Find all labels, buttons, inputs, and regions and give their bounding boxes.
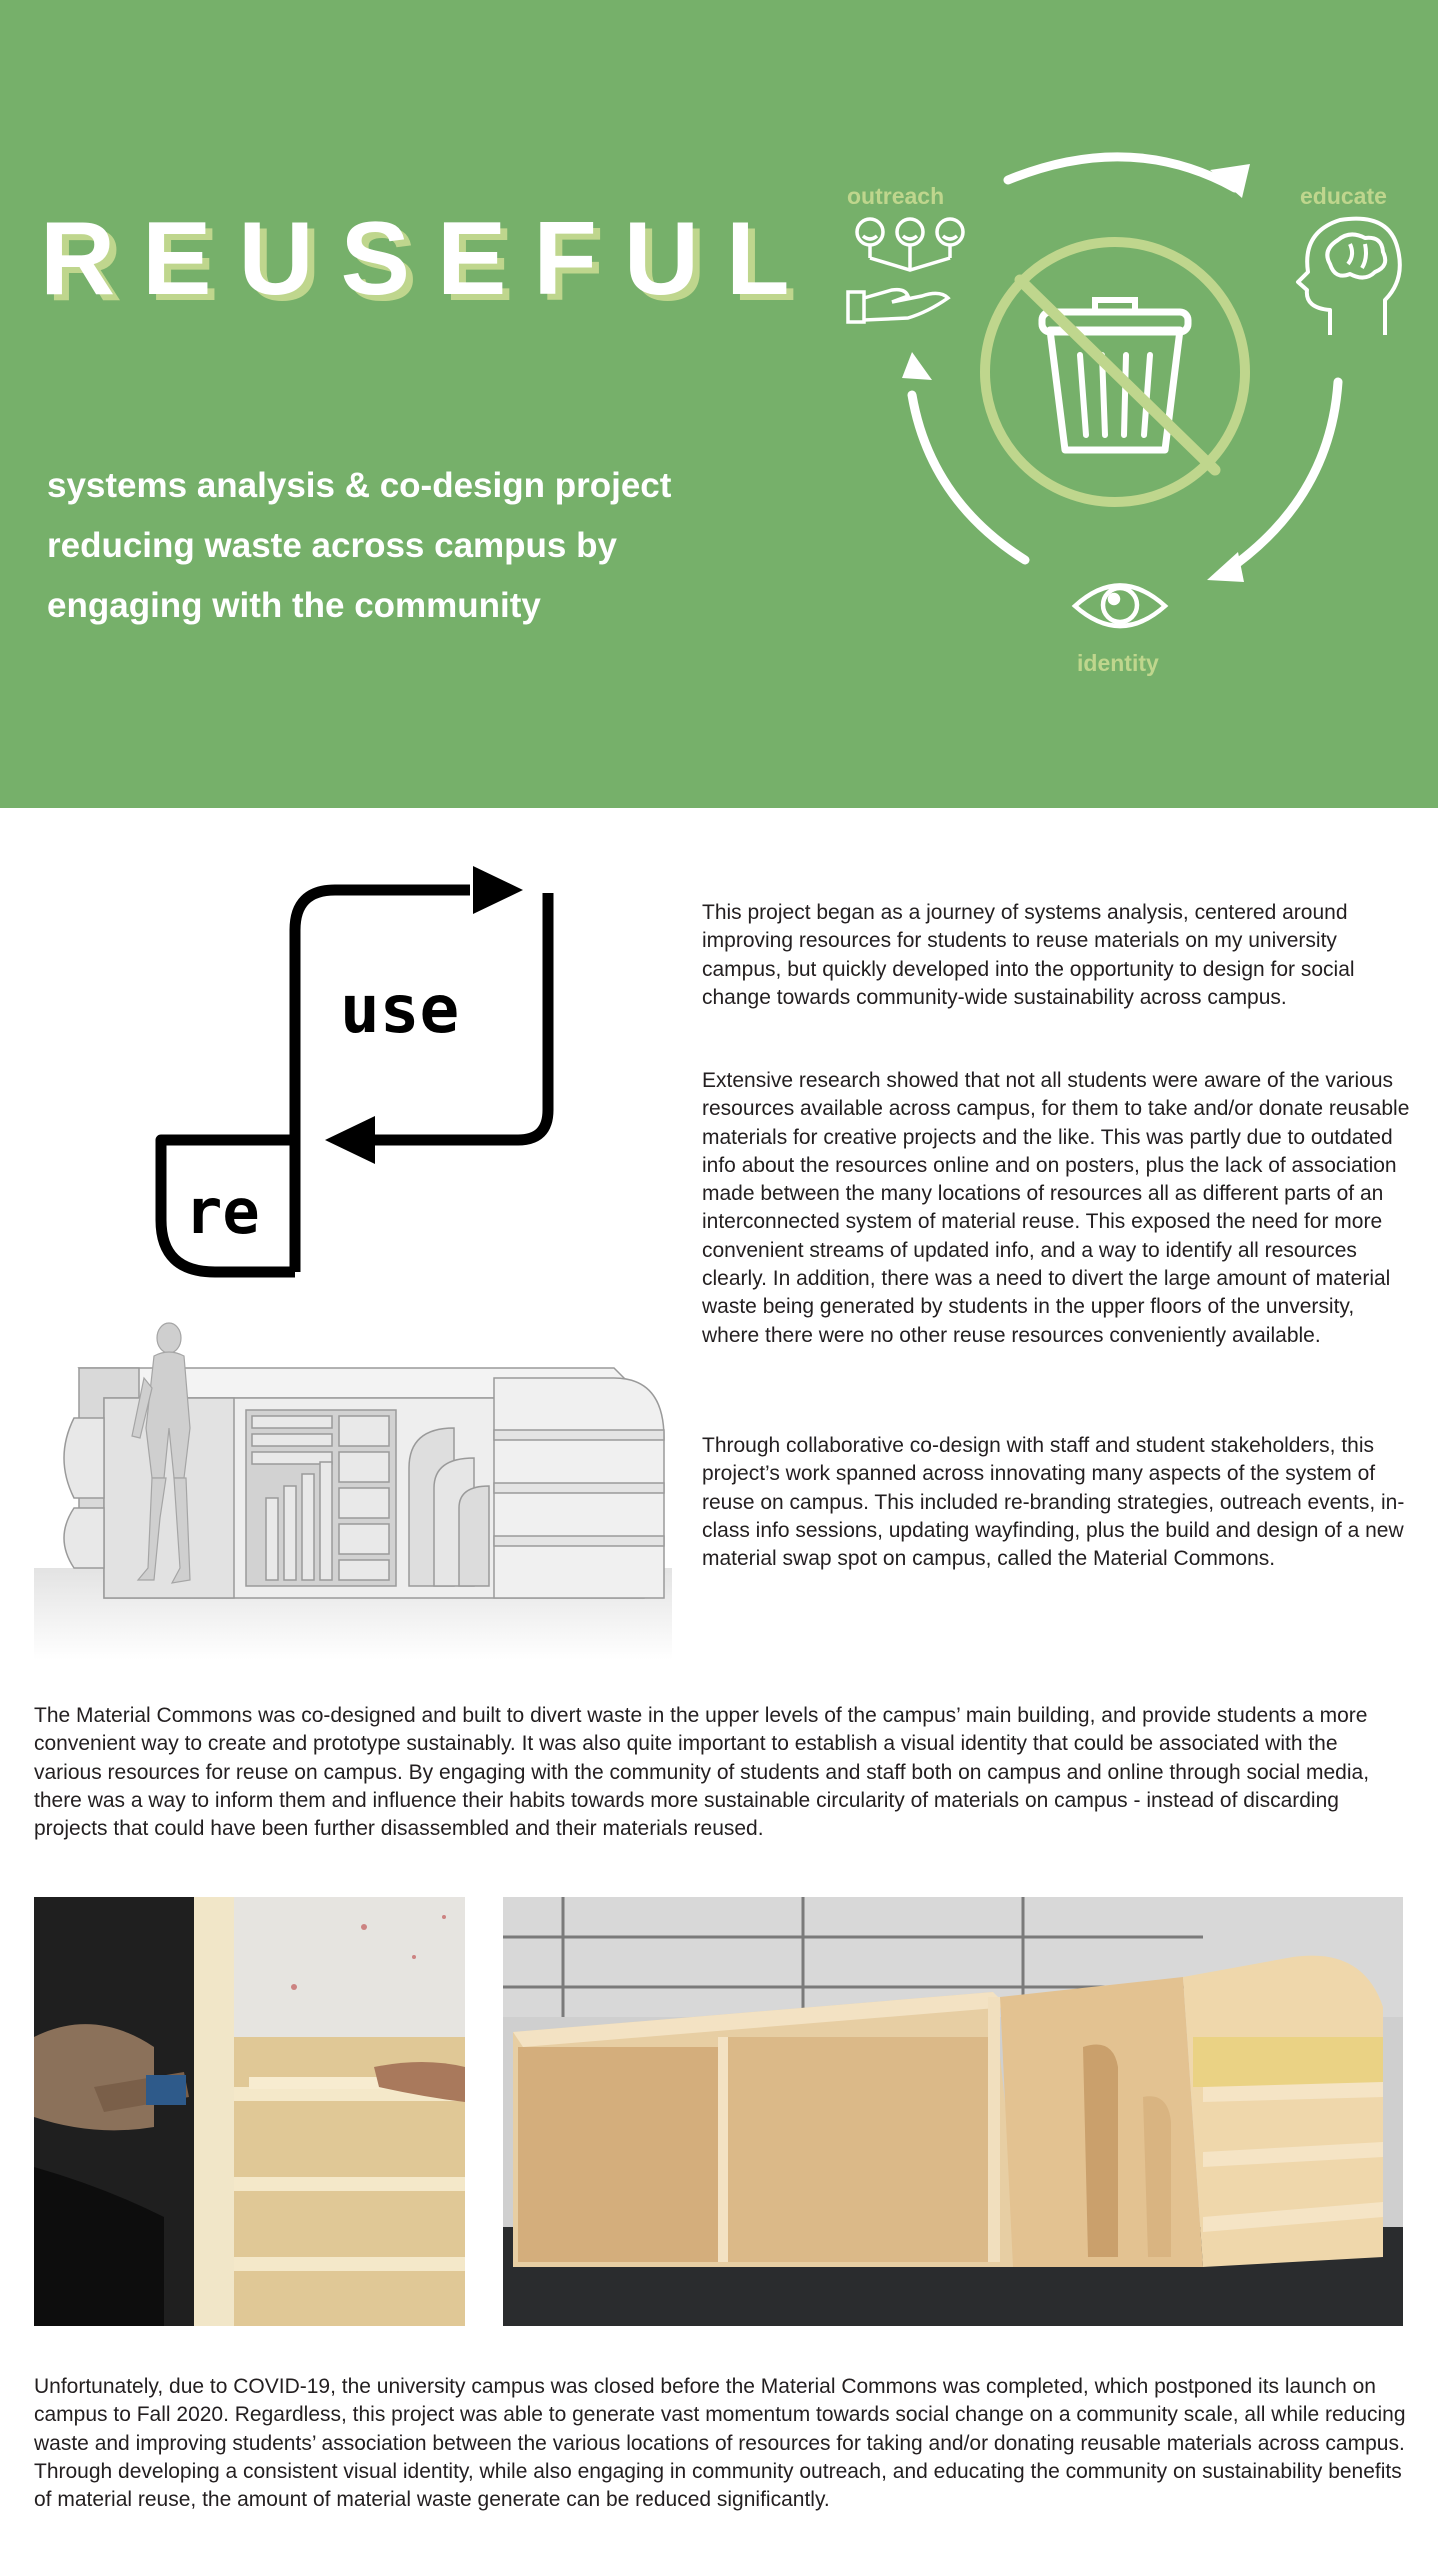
logo-word-use: use [340,971,460,1048]
arrow-outreach-to-educate [1008,157,1235,188]
arrow-head-icon [473,866,523,914]
arrow-head-icon [902,352,932,380]
codesign-paragraph: Through collaborative co-design with staff and student stakeholders, this project’s work spanned across innovating many aspects of the system of reuse on campus. This included re-branding strategies, outreach events, in-class info sessions, updating wayfinding, plus the build and design of a new material swap spot on campus, called the Material Commons. [702,1434,1405,1571]
arrow-identity-to-outreach [912,395,1025,560]
conclusion-paragraph: Unfortunately, due to COVID-19, the university campus was closed before the Material Commons was completed, which postponed its launch on campus to Fall 2020. Regardless, this project was able to generate vast momentum towards social change on a community scale, all while reducing waste and improving students’ association between the various locations of resources for taking and/or donating reusable materials across campus. Through developing a consistent visual identity, while also engaging in community outreach, and educating the community on sustainability benefits of material reuse, the amount of material waste generate can be reduced significantly. [34,2375,1406,2512]
build-process-photo [34,1897,465,2326]
no-trash-icon [985,242,1245,502]
hero-banner [0,0,1438,808]
brain-head-icon [1298,219,1400,335]
identity-label: identity [1077,650,1159,676]
project-subtitle [47,456,817,636]
educate-label: educate [1300,183,1387,209]
project-title: REUSEFUL [40,201,817,317]
arrow-heads [902,164,1250,582]
outreach-label: outreach [847,183,945,209]
logo-word-re: re [185,1175,260,1248]
research-paragraph: Extensive research showed that not all students were aware of the various resources available across campus, for them to take and/or donate reusable materials for creative projects and the like. This was partly due to outdated info about the resources online and on posters, plus the lack of association made between the many locations of resources all as different parts of an interconnected system of material reuse. This exposed the need for more convenient streams of updated info, and a way to identify all resources clearly. In addition, there was a need to divert the large amount of material waste being generated by students in the upper floors of the unversity, where there were no other reuse resources conveniently available. [702,1069,1410,1347]
intro-paragraph: This project began as a journey of systems analysis, centered around improving resources for students to reuse materials on my university campus, but quickly developed into the opportunity to design for social change towards community-wide sustainability across campus. [702,901,1355,1009]
build-photo-illustration [34,1897,465,2326]
material-commons-3d-render [34,1318,672,1660]
cycle-graphic [830,140,1420,690]
reuse-cycle-diagram [830,140,1420,690]
material-commons-build-photo [503,1897,1403,2326]
outreach-icon [848,219,963,322]
subtitle-line: systems analysis & co-design project [47,466,672,505]
arrow-head-icon [1207,552,1244,582]
subtitle-line: reducing waste across campus by [47,526,617,565]
subtitle-line: engaging with the community [47,586,541,625]
reuse-logo [145,860,565,1290]
arrow-head-icon [325,1116,375,1164]
eye-icon [1075,586,1165,627]
plywood-unit-illustration [503,1897,1403,2326]
material-commons-paragraph: The Material Commons was co-designed and built to divert waste in the upper levels of the campus’ main building, and provide students a more convenient way to create and prototype sustainably. It was also quite important to establish a visual identity that could be associated with the various resources for reuse on campus. By engaging with the community of students and staff both on campus and online through social media, there was a way to inform them and influence their habits towards more sustainable circularity of materials on campus - instead of discarding projects that could have been further disassembled and their materials reused. [34,1704,1370,1841]
